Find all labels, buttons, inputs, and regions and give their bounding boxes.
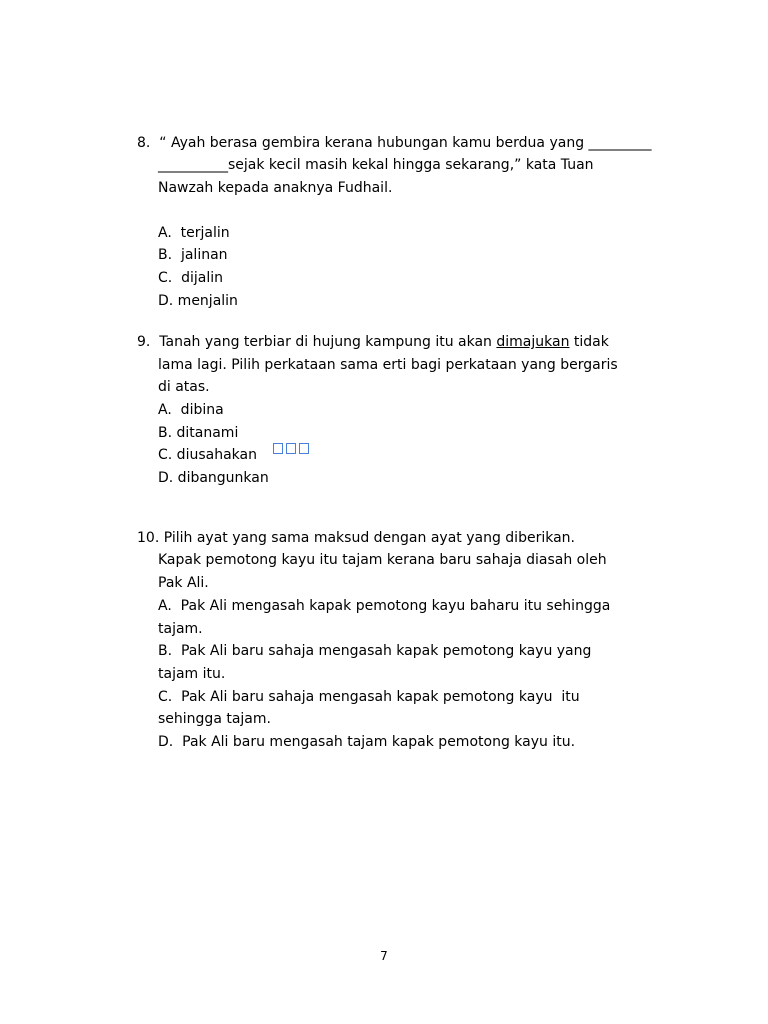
q9-stem-line-1	[137, 333, 609, 351]
q9-option-c: C. diusahakan	[158, 447, 257, 463]
q10-stem-line-1: 10. Pilih ayat yang sama maksud dengan ayat yang diberikan.	[137, 530, 575, 546]
q8-option-c: C. dijalin	[158, 270, 224, 286]
page-number: 7	[380, 949, 388, 963]
q8-option-a: A. terjalin	[158, 225, 230, 241]
q10-option-b-line-2: tajam itu.	[158, 666, 226, 682]
glyph-box	[273, 443, 283, 454]
underlined-word: dimajukan	[496, 334, 570, 350]
q9-option-d: D. dibangunkan	[158, 470, 269, 486]
q9-stem-line-3: di atas.	[158, 379, 210, 395]
q10-stem-line-2: Kapak pemotong kayu itu tajam kerana baru sahaja diasah oleh	[158, 552, 607, 568]
q10-stem-line-3: Pak Ali.	[158, 575, 209, 591]
q8-option-b: B. jalinan	[158, 247, 228, 263]
placeholder-glyph-boxes	[273, 443, 309, 454]
q8-option-d: D. menjalin	[158, 293, 238, 309]
glyph-box	[299, 443, 309, 454]
q9-option-b: B. ditanami	[158, 425, 239, 441]
q10-option-a-line-1: A. Pak Ali mengasah kapak pemotong kayu baharu itu sehingga	[158, 598, 611, 614]
q8-stem-line-3: Nawzah kepada anaknya Fudhail.	[158, 180, 393, 196]
q9-option-a: A. dibina	[158, 402, 224, 418]
q10-option-a-line-2: tajam.	[158, 621, 203, 637]
q8-stem-line-1: 8. “ Ayah berasa gembira kerana hubungan kamu berdua yang _________	[137, 135, 652, 151]
q9-stem-line-2: lama lagi. Pilih perkataan sama erti bagi perkataan yang bergaris	[158, 357, 618, 373]
q10-option-b-line-1: B. Pak Ali baru sahaja mengasah kapak pemotong kayu yang	[158, 643, 592, 659]
q10-option-d: D. Pak Ali baru mengasah tajam kapak pemotong kayu itu.	[158, 734, 576, 750]
q10-option-c-line-1: C. Pak Ali baru sahaja mengasah kapak pemotong kayu itu	[158, 689, 580, 705]
glyph-box	[286, 443, 296, 454]
q9-stem-line-1-end: tidak	[569, 334, 609, 350]
q10-option-c-line-2: sehingga tajam.	[158, 711, 271, 727]
q9-stem-line-1-start: 9. Tanah yang terbiar di hujung kampung itu akan	[137, 334, 497, 350]
q8-stem-line-2: __________sejak kecil masih kekal hingga sekarang,” kata Tuan	[158, 157, 594, 173]
